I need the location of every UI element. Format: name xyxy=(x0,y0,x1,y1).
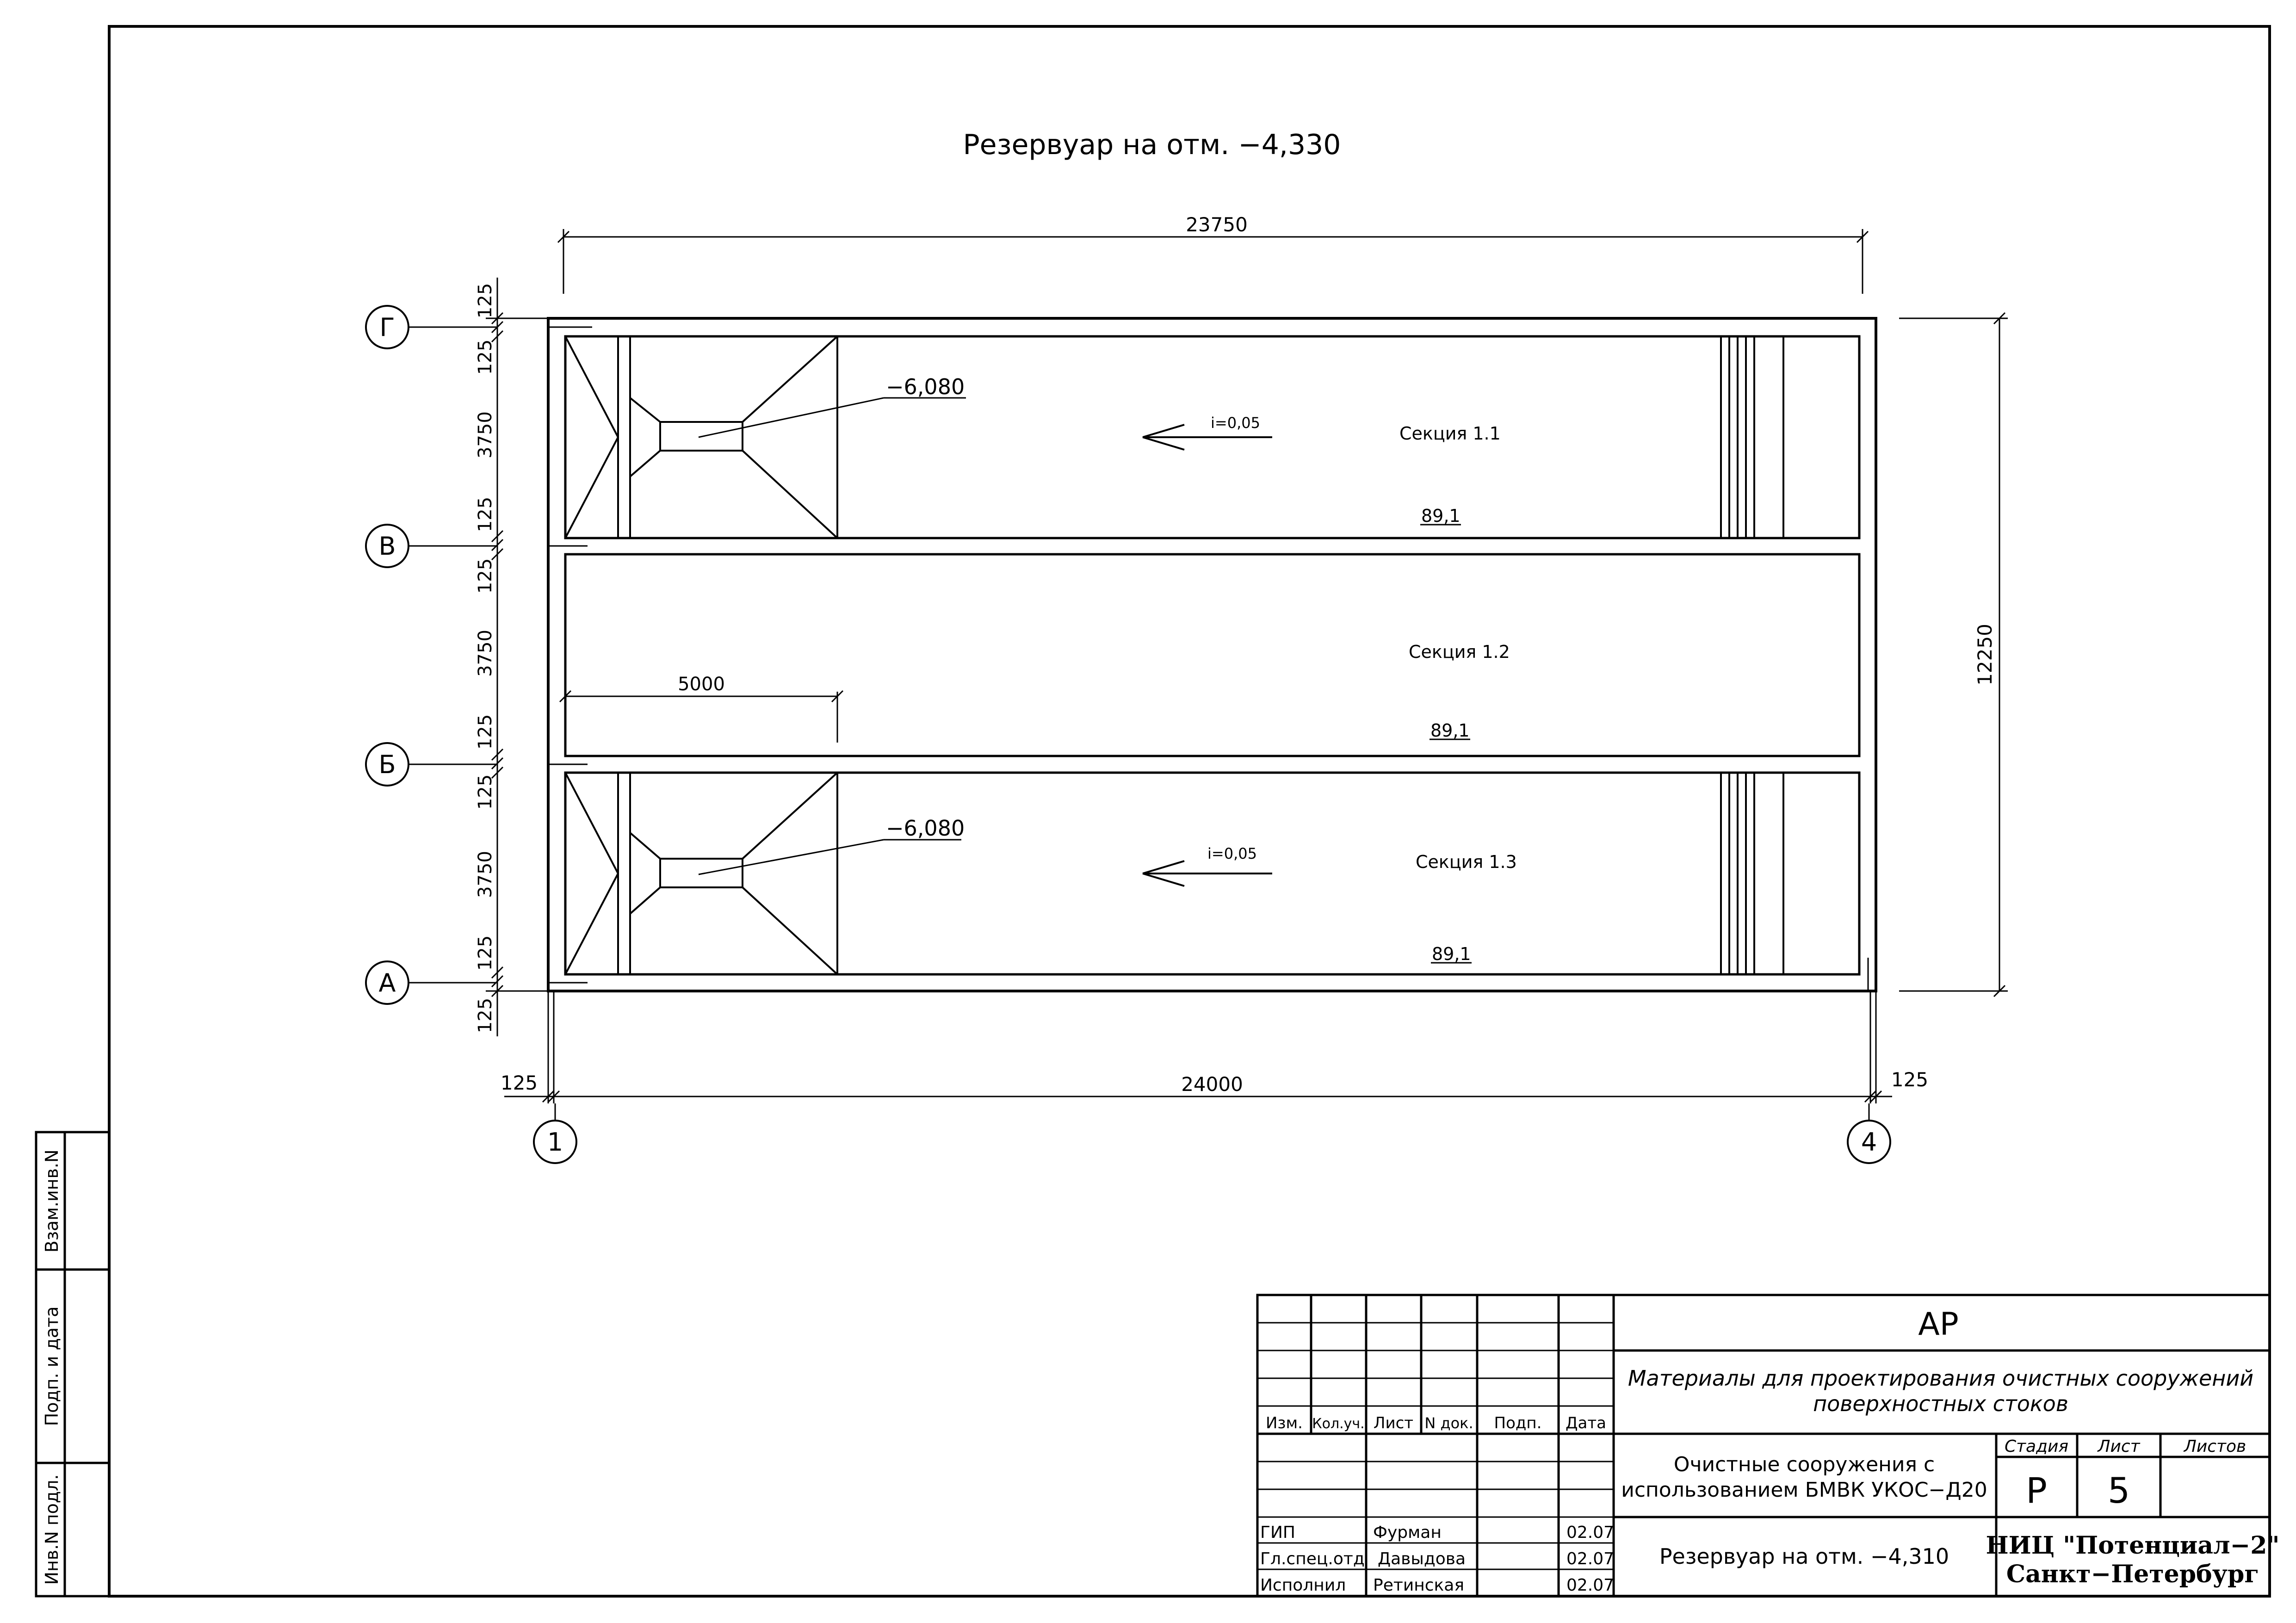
dim-left-10: 125 xyxy=(475,997,496,1034)
axis-label-v: В xyxy=(378,532,396,561)
section-1-1-outlet xyxy=(1721,336,1783,538)
sheet-frame xyxy=(109,26,2270,1596)
signer-name-0: Фурман xyxy=(1373,1523,1442,1542)
header-kol: Кол.уч. xyxy=(1312,1416,1365,1432)
stamp-project-line-1: Материалы для проектирования очистных сооружений xyxy=(1628,1366,2254,1391)
axis-label-1: 1 xyxy=(547,1127,563,1157)
pit-mark-3: −6,080 xyxy=(886,816,965,841)
slope-label-3: i=0,05 xyxy=(1207,845,1257,862)
axis-label-b: Б xyxy=(378,750,396,779)
pit-mark-1: −6,080 xyxy=(886,374,965,399)
dim-5000 xyxy=(560,691,843,743)
pit-mark-leader-1 xyxy=(699,398,884,437)
pit-mark-leader-3 xyxy=(699,840,884,874)
section-1-3-level: 89,1 xyxy=(1432,944,1471,964)
stamp-object-line-2: использованием БМВК УКОС−Д20 xyxy=(1621,1478,1987,1502)
section-1-1-name: Секция 1.1 xyxy=(1399,423,1501,444)
dim-left-5: 3750 xyxy=(475,630,496,677)
header-data: Дата xyxy=(1565,1414,1607,1432)
stamp-org-line-2: Санкт−Петербург xyxy=(2006,1560,2259,1588)
header-izm: Изм. xyxy=(1266,1414,1303,1432)
header-ndok: N док. xyxy=(1424,1414,1473,1432)
dim-bottom-right-end: 125 xyxy=(1891,1068,1929,1091)
signer-name-2: Ретинская xyxy=(1373,1576,1465,1595)
dim-left-0: 125 xyxy=(475,283,496,319)
signer-role-2: Исполнил xyxy=(1260,1576,1346,1595)
dim-left-8: 3750 xyxy=(475,851,496,898)
axis-label-4: 4 xyxy=(1861,1127,1877,1157)
header-podp: Подп. xyxy=(1494,1414,1542,1432)
slope-label-1: i=0,05 xyxy=(1211,414,1260,432)
axis-label-a: А xyxy=(378,968,396,997)
section-1-3-outlet xyxy=(1721,773,1783,974)
stamp-sheet-title: Резервуар на отм. −4,310 xyxy=(1659,1544,1949,1569)
dim-top-label: 23750 xyxy=(1186,213,1248,236)
stage-header-sheet: Лист xyxy=(2098,1437,2140,1456)
signer-date-1: 02.07 xyxy=(1566,1549,1615,1568)
section-1-1-level: 89,1 xyxy=(1421,506,1461,526)
dim-top xyxy=(558,229,1868,294)
dim-left-3: 125 xyxy=(475,496,496,533)
stage-value-stage: Р xyxy=(2026,1470,2047,1511)
signer-role-1: Гл.спец.отд xyxy=(1260,1549,1365,1568)
stage-value-sheet: 5 xyxy=(2107,1470,2130,1511)
signer-date-2: 02.07 xyxy=(1566,1576,1615,1595)
signer-name-1: Давыдова xyxy=(1378,1549,1466,1568)
signer-date-0: 02.07 xyxy=(1566,1523,1615,1542)
slope-arrow-3 xyxy=(1143,861,1272,886)
dim-bottom-label: 24000 xyxy=(1181,1073,1243,1096)
side-stamp-vzam: Взам.инв.N xyxy=(42,1149,62,1253)
stamp-object-line-1: Очистные сооружения с xyxy=(1673,1453,1935,1476)
drawing-title: Резервуар на отм. −4,330 xyxy=(963,129,1341,161)
stamp-code: АР xyxy=(1918,1306,1959,1343)
axis-label-g: Г xyxy=(379,313,395,342)
side-stamp-inv: Инв.N подл. xyxy=(42,1474,62,1585)
stage-header-sheets: Листов xyxy=(2184,1437,2246,1456)
stage-header-stage: Стадия xyxy=(2004,1437,2069,1456)
dim-5000-label: 5000 xyxy=(678,674,725,695)
dim-left-9: 125 xyxy=(475,935,496,971)
header-list: Лист xyxy=(1373,1414,1414,1432)
dim-left-4: 125 xyxy=(475,558,496,594)
stamp-project-line-2: поверхностных стоков xyxy=(1813,1391,2068,1416)
signer-role-0: ГИП xyxy=(1260,1523,1295,1542)
side-stamp-podp: Подп. и дата xyxy=(42,1306,62,1426)
section-1-3-name: Секция 1.3 xyxy=(1416,852,1517,872)
dim-left-2: 3750 xyxy=(475,411,496,458)
section-1-2-level: 89,1 xyxy=(1430,720,1470,741)
stamp-org-line-1: НИЦ "Потенциал−2" xyxy=(1986,1531,2280,1560)
dim-left-7: 125 xyxy=(475,774,496,810)
dim-right-label: 12250 xyxy=(1974,624,1996,686)
dim-left-1: 125 xyxy=(475,339,496,375)
tank-compartments xyxy=(565,336,1859,974)
dim-left-6: 125 xyxy=(475,714,496,750)
dim-bottom-left-end: 125 xyxy=(500,1072,538,1094)
section-1-2-name: Секция 1.2 xyxy=(1409,642,1510,662)
